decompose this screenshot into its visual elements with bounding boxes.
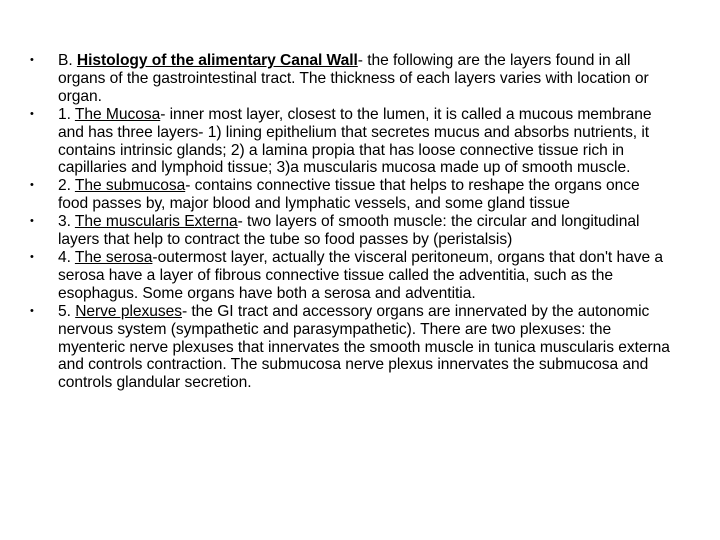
bullet-item-nerve-plexuses — [30, 303, 670, 393]
item-term: The serosa — [74, 248, 153, 266]
item-lead: B. — [58, 52, 77, 69]
item-text: - contains connective tissue that helps to reshape the organs once food passes by, major blood and lymphatic vessels, and some gland tissue — [58, 177, 640, 213]
item-term: Histology of the alimentary Canal Wall — [76, 52, 358, 69]
item-lead: 1. — [58, 105, 75, 123]
bullet-item-submucosa — [30, 177, 670, 213]
item-term: The Mucosa — [74, 105, 161, 123]
bullet-item-histology — [30, 52, 670, 106]
bullet-dot-icon: • — [30, 304, 34, 317]
item-text: -outermost layer, actually the visceral peritoneum, organs that don't have a serosa have a layer of fibrous connective tissue called the adventitia, such as the esophagus. Some organs have both a serosa and adventitia. — [58, 248, 664, 302]
bullet-dot-icon: • — [30, 179, 34, 192]
bullet-dot-icon: • — [30, 250, 34, 263]
item-text: - the following are the layers found in all organs of the gastrointestinal tract. The thickness of each layers varies with location or organ. — [58, 52, 649, 105]
item-term: The submucosa — [74, 177, 186, 195]
item-text: - inner most layer, closest to the lumen, it is called a mucous membrane and has three layers- 1) lining epithelium that secretes mucus and absorbs nutrients, it contains intrinsic glands; 2) a lamina propia that has loose connective tissue rich in capillaries and lymphoid tissue; 3)a muscularis mucosa made up of smooth muscle. — [58, 105, 652, 177]
item-lead: 3. — [58, 213, 75, 231]
item-term: Nerve plexuses — [75, 302, 182, 320]
item-lead: 2. — [58, 177, 75, 195]
bullet-item-muscularis-externa — [30, 213, 670, 249]
bullet-dot-icon: • — [30, 215, 34, 228]
item-lead: 5. — [58, 302, 76, 320]
item-text: - two layers of smooth muscle: the circular and longitudinal layers that help to contract the tube so food passes by (peristalsis) — [58, 213, 640, 249]
item-text: - the GI tract and accessory organs are innervated by the autonomic nervous system (sympathetic and parasympathetic). There are two plexuses: the myenteric nerve plexuses that innervates the smooth muscle in tunica muscularis externa and controls contraction. The submucosa nerve plexus innervates the submucosa and controls glandular secretion. — [58, 302, 670, 392]
bullet-list — [30, 52, 670, 392]
item-term: The muscularis Externa — [74, 213, 238, 231]
bullet-item-mucosa — [30, 106, 670, 178]
bullet-dot-icon: • — [30, 107, 34, 120]
item-lead: 4. — [58, 248, 75, 266]
bullet-dot-icon: • — [30, 54, 34, 66]
bullet-item-serosa — [30, 249, 670, 303]
